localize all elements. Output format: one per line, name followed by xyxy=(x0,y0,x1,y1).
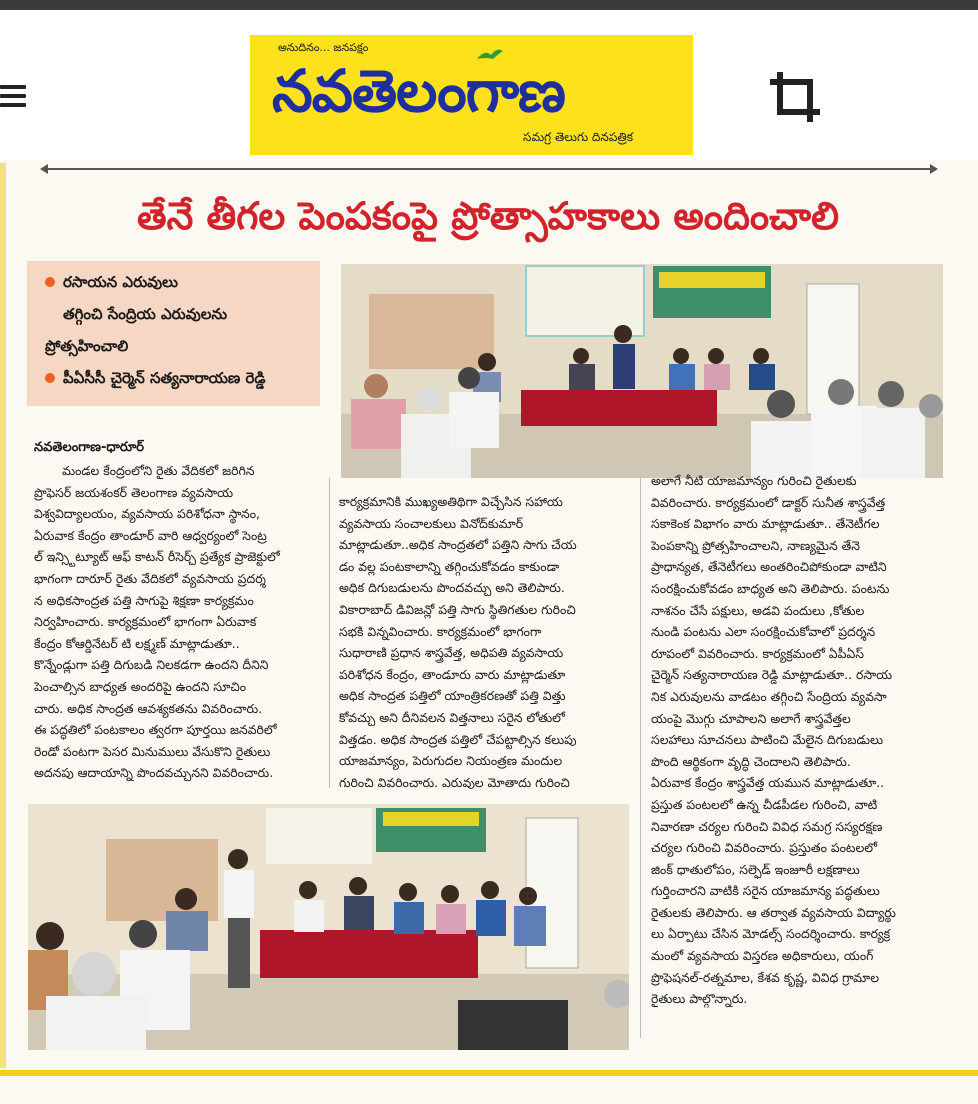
article-line: సుధారాణి ప్రధాన శాస్త్రవేత్త, అధిపతి వ్యవసాయ xyxy=(339,645,564,661)
bullet-icon xyxy=(45,373,55,383)
highlight-item xyxy=(45,369,266,391)
article-line: రూపంలో వివరించారు. కార్యక్రమంలో ఏపీఏస్ xyxy=(651,645,864,661)
crop-icon[interactable] xyxy=(766,68,824,126)
article-line: ఏరువాక కేంద్రం శాస్త్రవేత్త యమున మాట్లాడుతూ.. xyxy=(651,775,885,791)
article-line: సంరక్షించుకోవడం బాధ్యత అని తెలిపారు. పంటను xyxy=(651,580,890,596)
article-line: ప్రస్తుత పంటలలో ఉన్న చీడపీడల గురించి, వాటి xyxy=(651,796,878,812)
article-line: పెంచాల్సిన బాధ్యత అందరిపై ఉందని సూచిం xyxy=(34,678,247,694)
article-line: భాగంగా దారూర్ రైతు వేదికలో వ్యవసాయ ప్రదర్శ xyxy=(34,570,266,586)
article-line: యాజమాన్యం, పెరుగుదల నియంత్రణ మందుల xyxy=(339,753,563,769)
article-line: అధిక సాంద్రత పత్తిలో యాంత్రికరణతో పత్తి విత్తు xyxy=(339,688,566,704)
article-column-1 xyxy=(34,460,320,784)
masthead-tagline: అనుదినం... జనపక్షం xyxy=(278,41,369,54)
article-line: నిర్వహించారు. కార్యక్రమంలో భాగంగా ఏరువాక xyxy=(34,614,257,630)
article-dateline: నవతెలంగాణ-ధారూర్ xyxy=(34,440,145,455)
article-line: గుర్తించారని వాటికి సరైన యాజమాన్య పద్ధతులు xyxy=(651,883,880,899)
newspaper-masthead-logo xyxy=(250,35,693,155)
article-line: కార్యక్రమానికి ముఖ్యఅతిథిగా విచ్చేసిన సహాయ xyxy=(339,494,563,509)
highlight-item xyxy=(45,273,178,295)
highlight-item xyxy=(45,337,128,359)
highlight-text: పీఏసీసీ చైర్మెన్ సత్యనారాయణ రెడ్డి xyxy=(63,369,266,387)
article-line: ప్రొఫెషనల్-రత్నమాల, కేశవ కృష్ణ, వివిధ గ్రామాల xyxy=(651,969,880,985)
article-line: సలహాలు సూచనలు పాటించి మేలైన దిగుబడులు xyxy=(651,732,884,748)
article-line: మండల కేంద్రంలోని రైతు వేదికలో జరిగిన xyxy=(62,463,255,478)
article-line: ల్ ఇన్స్టిట్యూట్ ఆఫ్ కాటన్ రీసెర్చ్ ప్రత్యేక ప్రాజెక్టులో xyxy=(34,549,280,565)
article-line: అధిక దిగుబడులను పొందవచ్చు అని తెలిపారు. xyxy=(339,580,565,596)
article-line: న అధికసాంద్రత పత్తి సాగుపై శిక్షణా కార్యక్రమం xyxy=(34,592,254,608)
highlight-item xyxy=(63,305,227,327)
highlight-text: రసాయన ఎరువులు xyxy=(63,273,178,291)
article-line: పొంది ఆర్థికంగా వృద్ధి చెందాలని తెలిపారు. xyxy=(651,753,851,769)
event-photo-2 xyxy=(28,804,629,1050)
article-line: కోవచ్చు అని దీనివలన విత్తనాలు సరైన లోతులో xyxy=(339,709,565,725)
article-line: వికారాబాద్ డివిజన్లో పత్తి సాగు స్థితిగతుల గురించి xyxy=(339,601,576,617)
article-line: అదనపు ఆదాయాన్ని పొందవచ్చునని వివరించారు. xyxy=(34,765,274,781)
article-headline: తేనే తీగల పెంపకంపై ప్రోత్సాహకాలు అందించాలి xyxy=(137,194,839,238)
article-column-2 xyxy=(339,491,629,793)
article-line: అలాగే నీటి యాజమాన్యం గురించి రైతులకు xyxy=(651,473,857,488)
article-line: సకాకెంక విభాగం వారు మాట్లాడుతూ.. తేనెటీగల xyxy=(651,516,880,532)
article-line: నుండి పంటను ఎలా సంరక్షించుకోవాలో ప్రదర్శన xyxy=(651,624,876,640)
bullet-icon xyxy=(45,277,55,287)
highlight-text: ప్రోత్సహించాలి xyxy=(45,337,129,355)
article-line: వివరించారు. కార్యక్రమంలో డాక్టర్ సునీత శాస్త్రవేత్త xyxy=(651,494,886,510)
app-header xyxy=(0,10,978,161)
article-line: ప్రొఫెసర్ జయశంకర్ తెలంగాణ వ్యవసాయ xyxy=(34,484,234,500)
article-line: కేంద్రం కోఆర్డినేటర్ టి లక్ష్మణ్ మాట్లాడుతూ.. xyxy=(34,635,240,651)
status-bar xyxy=(0,0,978,10)
column-rule xyxy=(640,478,641,1038)
article-line: వ్యవసాయ సంచాలకులు వినోద్‌కుమార్ xyxy=(339,515,524,531)
article-line: లు ఏర్పాటు చేసిన మోడల్స్ సందర్శించారు. కార్యక్ర xyxy=(651,926,891,942)
article-line: నివారణా చర్యల గురించి వివిధ సమగ్ర సస్యరక్షణ xyxy=(651,818,883,834)
article-line: డం వల్ల పంటకాలాన్ని తగ్గించుకోవడం కాకుండా xyxy=(339,558,560,574)
article-line: చైర్మెన్ సత్యనారాయణ రెడ్డి మాట్లాడుతూ.. రసాయ xyxy=(651,667,893,683)
headline-rule xyxy=(48,168,930,170)
article-line: విశ్వవిద్యాలయం, వ్యవసాయ పరిశోధనా స్థానం, xyxy=(34,506,260,522)
article-line: మాట్లాడుతూ..అధిక సాంద్రతలో పత్తిని సాగు చేయ xyxy=(339,537,577,553)
article-line: ఈ పద్ధతిలో పంటకాలం త్వరగా పూర్తయి జనవరిలో xyxy=(34,722,277,738)
article-line: రైతులు పాల్గొన్నారు. xyxy=(651,991,748,1007)
hamburger-menu-icon[interactable] xyxy=(0,80,26,116)
highlight-text: తగ్గించి సేంద్రియ ఎరువులను xyxy=(63,305,228,323)
article-line: మంలో వ్యవసాయ విస్తరణ అధికారులు, యంగ్ xyxy=(651,948,874,964)
article-line: నాశనం చేసే పక్షులు, అడవి పందులు ,కోతుల xyxy=(651,602,865,618)
masthead-title: నవతెలంగాణ xyxy=(272,57,565,125)
event-photo-1 xyxy=(341,264,943,478)
article-line: పరిశోధన కేంద్రం, తాండూరు వారు మాట్లాడుతూ xyxy=(339,666,566,682)
article-line: జింక్ ధాతులోపం, సల్ఫెడ్ ఇంజూరీ లక్షణాలు xyxy=(651,861,860,877)
article-line: కొన్నేండ్లుగా పత్తి దిగుబడి నిలకడగా ఉందని దీనిని xyxy=(34,657,269,673)
article-line: గురించి వివరించారు. ఎరువుల మోతాదు గురించి xyxy=(339,774,570,790)
article-line: యంపై మొగ్గు చూపాలని అలాగే శాస్త్రవేత్తల xyxy=(651,710,851,726)
clipping-edge xyxy=(0,163,6,1068)
article-line: చారు. అధిక సాంద్రత ఆవశ్యకతను వివరించారు. xyxy=(34,700,263,716)
highlights-box xyxy=(27,261,320,406)
article-line: విత్తడం. అధిక సాంద్రత పత్తిలో చేపట్టాల్సిన కలుపు xyxy=(339,731,577,747)
article-line: రెండో పంటగా పెసర మినుములు వేసుకొని రైతులు xyxy=(34,743,271,759)
article-line: సభకి విన్నవించారు. కార్యక్రమంలో భాగంగా xyxy=(339,623,542,639)
article-line: పెంపకాన్ని ప్రోత్సహించాలని, నాణ్యమైన తేనె xyxy=(651,537,860,553)
article-column-3 xyxy=(651,470,943,1010)
article-line: చర్యల గురించి వివరించారు. ప్రస్తుతం పంటలలో xyxy=(651,840,878,856)
clipping-bottom-band xyxy=(0,1070,978,1076)
column-rule xyxy=(329,478,330,788)
article-line: నిక ఎరువులను వాడటం తగ్గించి సేంద్రియ వ్యవసా xyxy=(651,688,887,704)
masthead-subtitle: సమగ్ర తెలుగు దినపత్రిక xyxy=(523,130,633,144)
article-line: ప్రాధాన్యత, తేనెటీగలు అంతరించిపోకుండా వాటిని xyxy=(651,559,887,575)
article-line: రైతులకు తెలిపారు. ఆ తర్వాత వ్యవసాయ విద్యార్థు xyxy=(651,904,896,920)
article-line: ఏరువాక కేంద్రం తాండూర్ వారి ఆధ్వర్యంలో సెంట్ర xyxy=(34,527,267,543)
